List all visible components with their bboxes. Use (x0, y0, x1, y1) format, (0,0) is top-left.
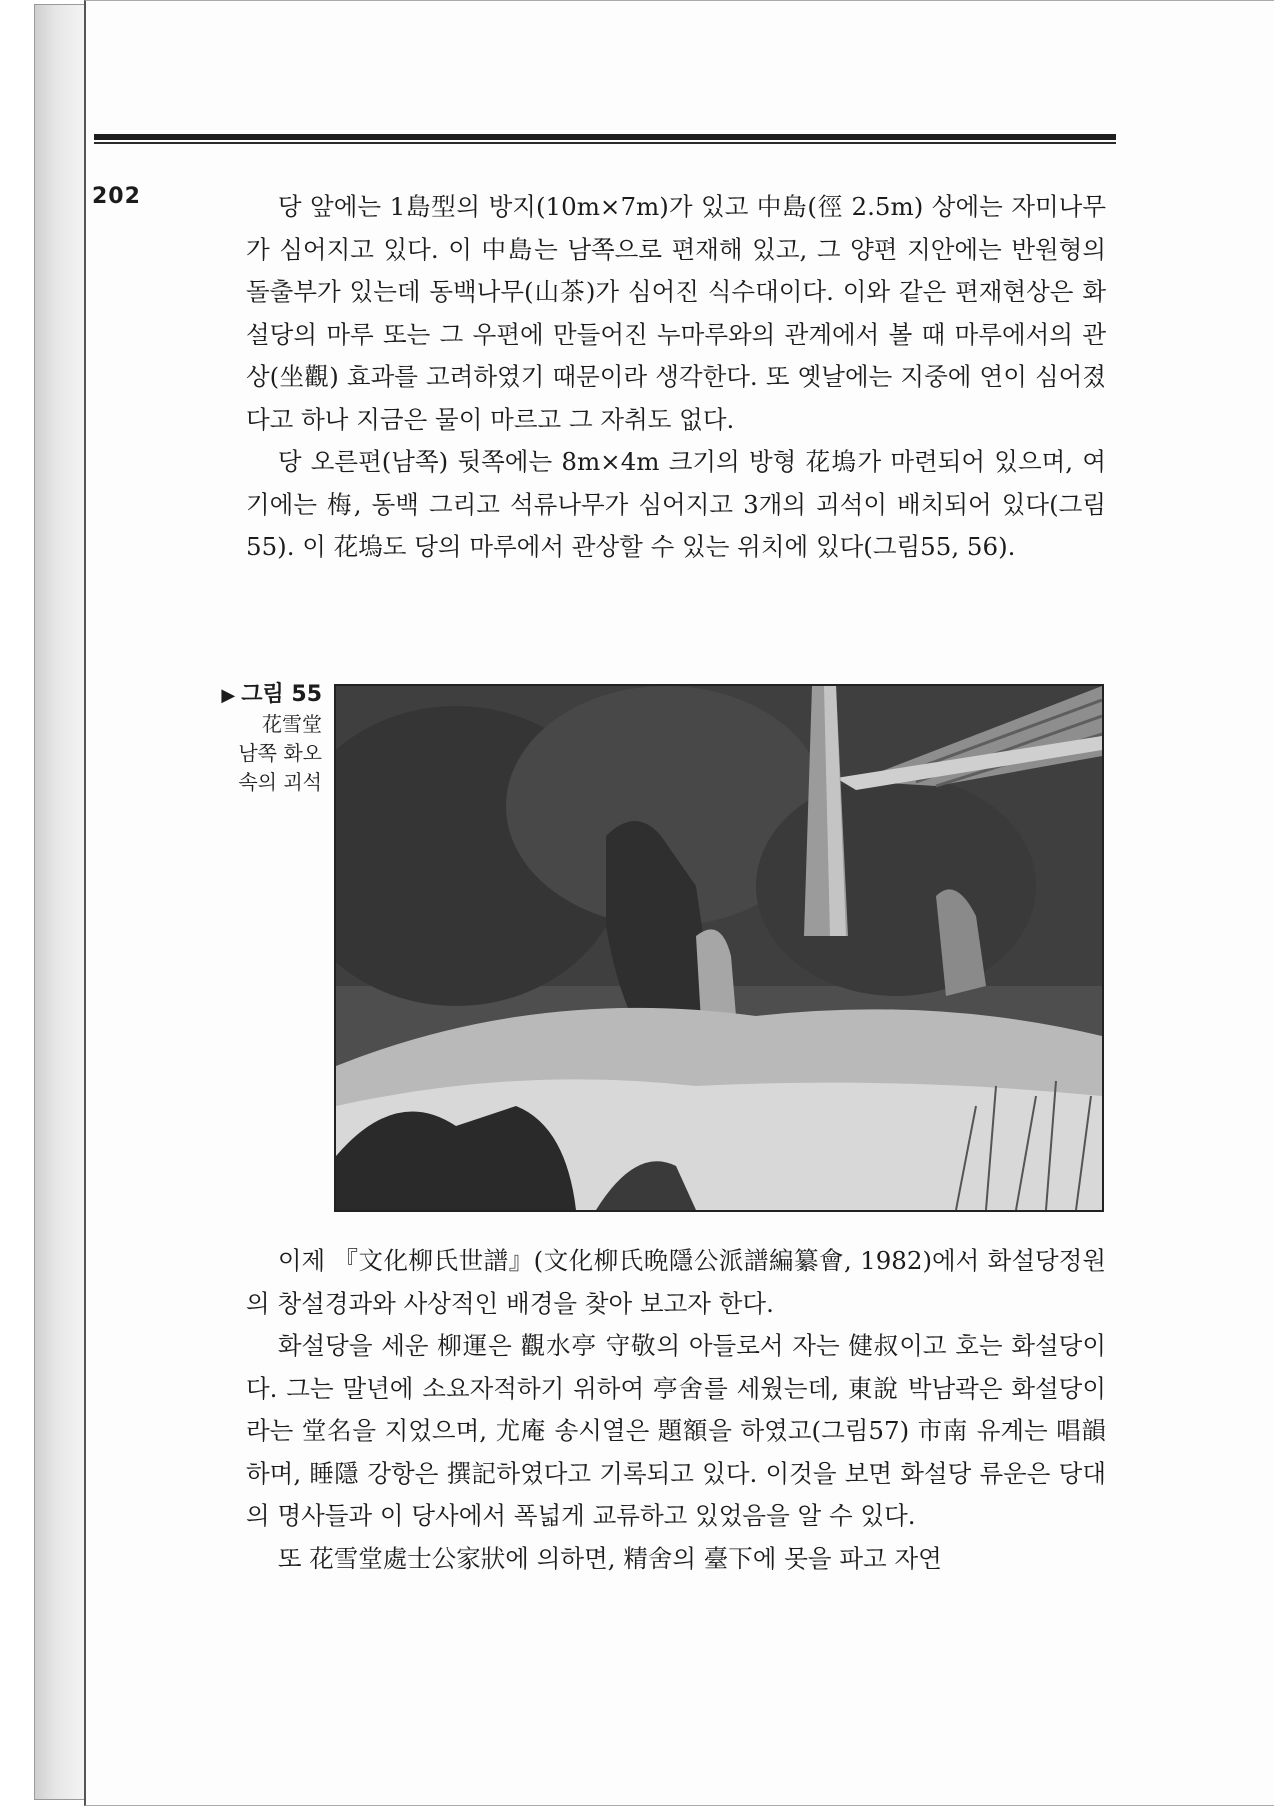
body-text-top (246, 186, 1106, 569)
caption-line: 花雪堂 (262, 712, 322, 736)
paragraph: 화설당을 세운 柳運은 觀水亭 守敬의 아들로서 자는 健叔이고 호는 화설당이다. 그는 말년에 소요자적하기 위하여 亭舍를 세웠는데, 東說 박남곽은 화설당이라는 堂名을 지었으며, 尤庵 송시열은 題額을 하였고(그림57) 市南 유계는 唱韻하며, 睡隱 강항은 撰記하였다고 기록되고 있다. 이것을 보면 화설당 류운은 당대의 명사들과 이 당사에서 폭넓게 교류하고 있었음을 알 수 있다. (246, 1331, 1106, 1530)
figure-photo (334, 684, 1104, 1212)
caption-line: 속의 괴석 (238, 770, 322, 794)
paragraph: 당 앞에는 1島型의 방지(10m×7m)가 있고 中島(徑 2.5m) 상에는 자미나무가 심어지고 있다. 이 中島는 남쪽으로 편재해 있고, 그 양편 지안에는 반원형의 돌출부가 있는데 동백나무(山茶)가 심어진 식수대이다. 이와 같은 편재현상은 화설당의 마루 또는 그 우편에 만들어진 누마루와의 관계에서 볼 때 마루에서의 관상(坐觀) 효과를 고려하였기 때문이라 생각한다. 또 옛날에는 지중에 연이 심어졌다고 하나 지금은 물이 마르고 그 자취도 없다. (246, 192, 1106, 434)
figure-label: 그림 55 (241, 682, 322, 707)
book-spine-edge (34, 4, 86, 1800)
figure-caption (96, 680, 322, 797)
body-text-bottom (246, 1240, 1106, 1580)
caption-line: 남쪽 화오 (238, 741, 322, 765)
header-rule-thin (94, 142, 1116, 144)
header-rule (94, 134, 1116, 140)
triangle-bullet-icon: ▶ (221, 685, 236, 706)
paragraph: 또 花雪堂處士公家狀에 의하면, 精舍의 臺下에 못을 파고 자연 (277, 1543, 942, 1573)
page-number: 202 (92, 184, 141, 209)
paragraph: 이제 『文化柳氏世譜』(文化柳氏晩隱公派譜編纂會, 1982)에서 화설당정원의 창설경과와 사상적인 배경을 찾아 보고자 한다. (246, 1246, 1106, 1318)
paragraph: 당 오른편(남쪽) 뒷쪽에는 8m×4m 크기의 방형 花塢가 마련되어 있으며, 여기에는 梅, 동백 그리고 석류나무가 심어지고 3개의 괴석이 배치되어 있다(그림55). 이 花塢도 당의 마루에서 관상할 수 있는 위치에 있다(그림55, 56). (246, 447, 1106, 561)
